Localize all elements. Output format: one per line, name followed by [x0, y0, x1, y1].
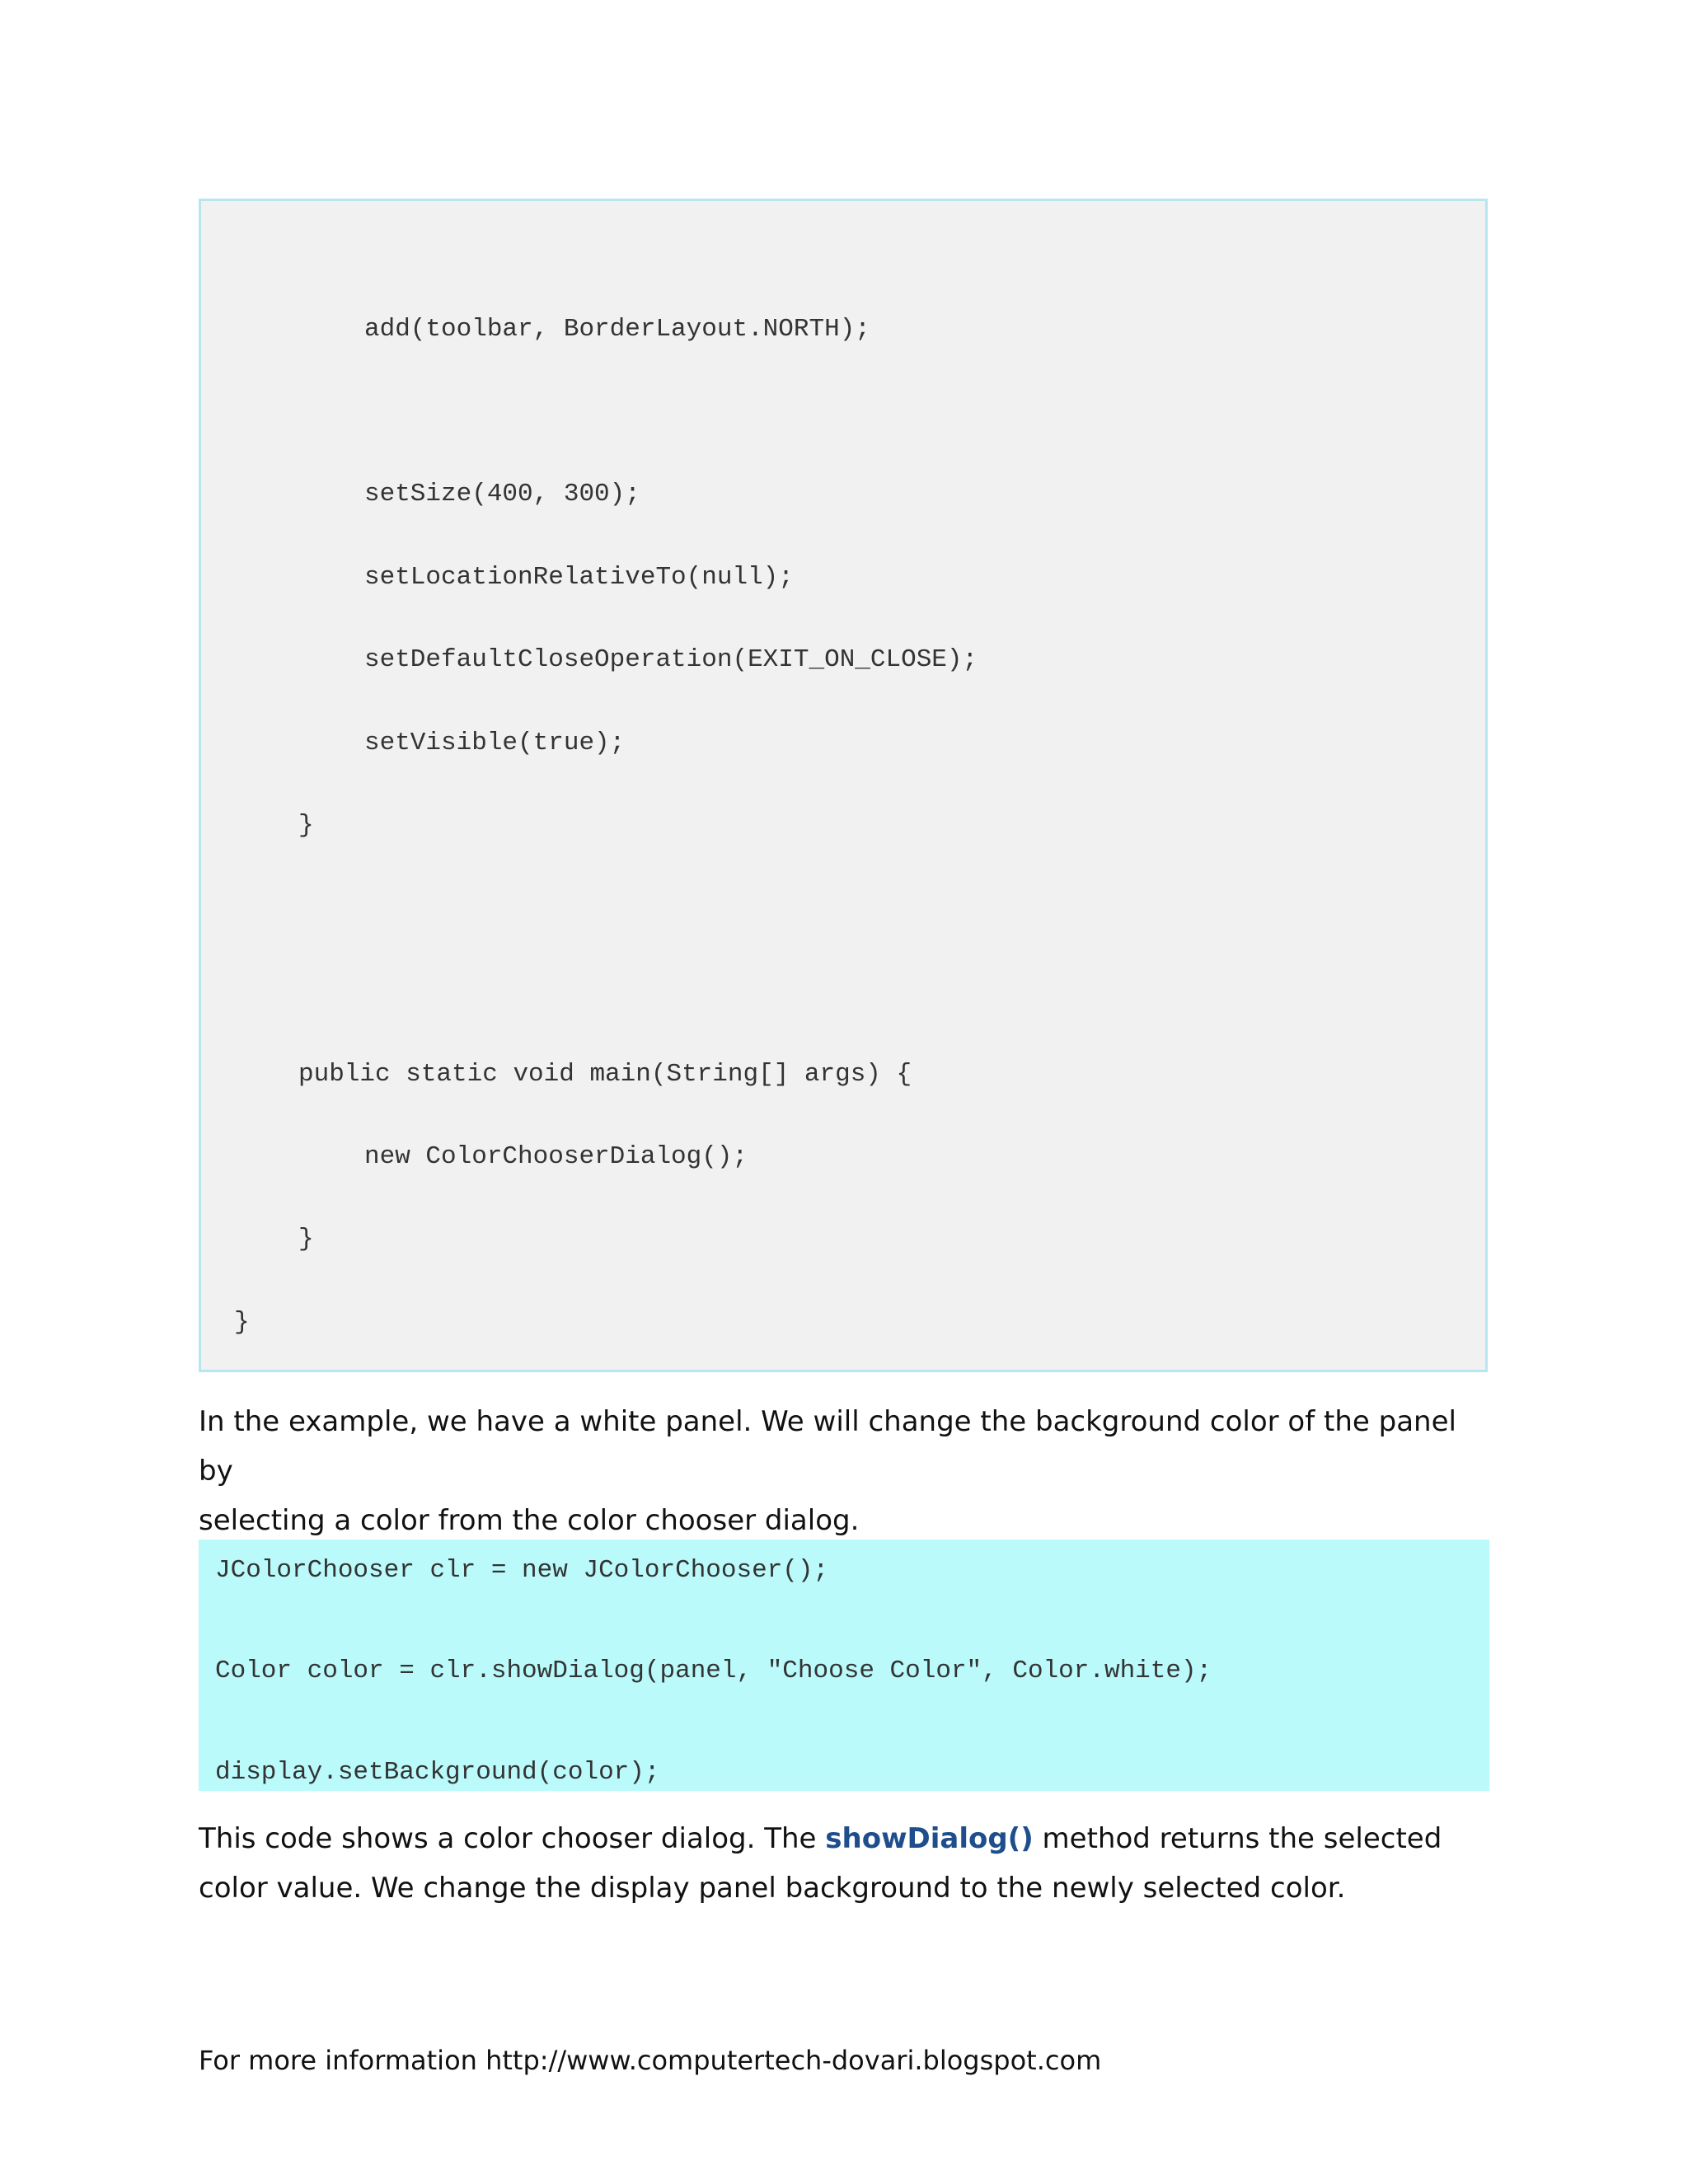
code-line: setLocationRelativeTo(null);: [364, 563, 794, 592]
code-line: }: [234, 1308, 250, 1337]
code-line: add(toolbar, BorderLayout.NORTH);: [364, 315, 870, 344]
paragraph-line: color value. We change the display panel background to the newly selected color.: [199, 1872, 1346, 1905]
code-block: [199, 199, 1488, 1372]
code-line: setSize(400, 300);: [364, 480, 640, 509]
code-line: setDefaultCloseOperation(EXIT_ON_CLOSE);: [364, 645, 978, 674]
paragraph-line: [199, 1814, 1493, 1863]
code-line: setVisible(true);: [364, 729, 626, 757]
code-line: }: [298, 1225, 314, 1254]
paragraph-explanation: [199, 1814, 1493, 1913]
snippet-line: Color color = clr.showDialog(panel, "Choose Color", Color.white);: [215, 1657, 1212, 1685]
code-line: new ColorChooserDialog();: [364, 1142, 748, 1171]
method-name: showDialog(): [825, 1822, 1034, 1855]
paragraph-text: method returns the selected: [1033, 1822, 1442, 1855]
paragraph-example: [199, 1397, 1493, 1545]
footer-text: For more information http://www.computertech-dovari.blogspot.com: [199, 2045, 1102, 2076]
snippet-line: JColorChooser clr = new JColorChooser();: [215, 1556, 829, 1585]
snippet-line: display.setBackground(color);: [215, 1758, 660, 1787]
paragraph-line: In the example, we have a white panel. We will change the background color of the panel by: [199, 1405, 1456, 1488]
paragraph-text: This code shows a color chooser dialog. The: [199, 1822, 826, 1855]
code-line: }: [298, 811, 314, 840]
code-line: public static void main(String[] args) {: [298, 1060, 912, 1089]
paragraph-line: selecting a color from the color chooser dialog.: [199, 1504, 860, 1537]
code-snippet: [199, 1540, 1489, 1791]
